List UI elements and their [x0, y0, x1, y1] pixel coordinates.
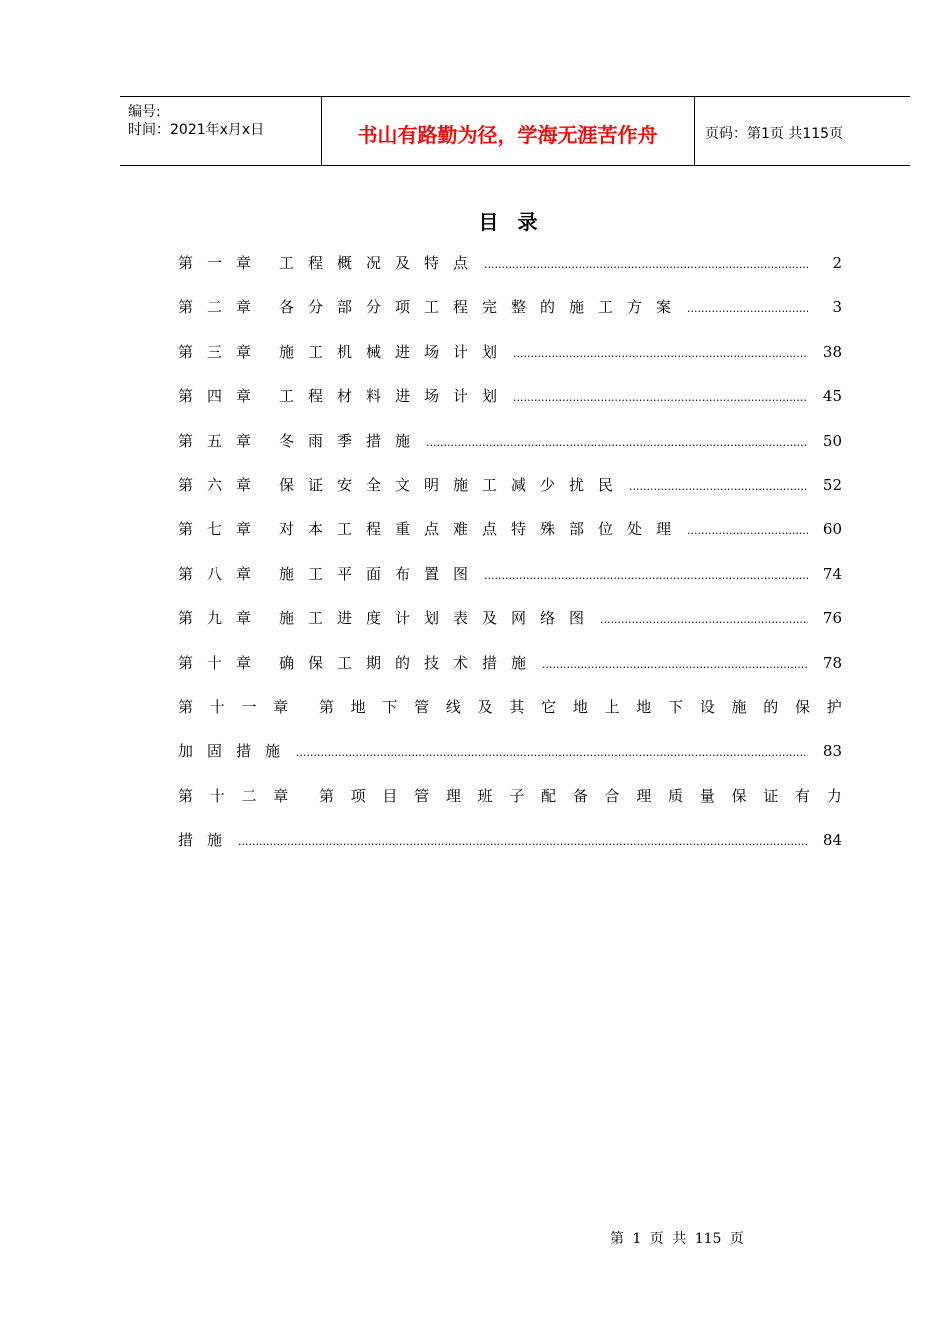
header-right-cell: [695, 97, 910, 165]
toc-page-number: 78: [822, 653, 842, 672]
toc-char: 质: [668, 786, 684, 805]
toc-chapter: 第六章: [178, 475, 266, 494]
toc-char: 保: [731, 786, 747, 805]
toc-char: 一: [241, 697, 257, 716]
toc-char: 下: [668, 697, 684, 716]
toc-chapter: 第七章: [178, 520, 266, 539]
toc-char: 理: [445, 786, 461, 805]
toc-char: 管: [414, 786, 430, 805]
toc-dot-leader: [296, 738, 808, 768]
time-label: 时间：2021年x月x日: [128, 122, 265, 138]
toc-dot-leader: [629, 472, 808, 502]
toc-char: 的: [763, 697, 779, 716]
toc-char: 上: [604, 697, 620, 716]
toc-chapter: 第三章: [178, 342, 266, 361]
toc-chapter: 第五章: [178, 431, 266, 450]
toc-char: 地: [350, 697, 366, 716]
toc-page-number: 76: [822, 609, 842, 628]
toc-entry[interactable]: [178, 337, 842, 381]
toc-char: 力: [826, 786, 842, 805]
toc-page-number: 84: [822, 831, 842, 850]
toc-entry-line1: [178, 692, 842, 736]
toc-char: 护: [826, 697, 842, 716]
toc-chapter: 第二章: [178, 298, 266, 317]
toc-entry[interactable]: [178, 470, 842, 514]
toc-entry[interactable]: [178, 292, 842, 336]
toc-dot-leader: [600, 605, 808, 635]
toc-char: 保: [794, 697, 810, 716]
header-center-cell: [321, 97, 695, 165]
toc-char: 十: [209, 697, 225, 716]
serial-label: 编号:: [128, 104, 161, 120]
toc-entry-wrapped[interactable]: [178, 781, 842, 870]
toc-char: 有: [794, 786, 810, 805]
toc-chapter: 第八章: [178, 564, 266, 583]
toc-entry-line1: [178, 781, 842, 825]
toc-entry-title: 对本工程重点难点特殊部位处理: [279, 520, 686, 539]
header-left-cell: [120, 97, 322, 165]
page-footer: 第 1 页 共 115 页: [610, 1231, 744, 1247]
toc-entry[interactable]: [178, 426, 842, 470]
toc-entry-line2: [178, 736, 842, 780]
toc-entry-title: 施工机械进场计划: [279, 342, 512, 361]
page-header: [120, 96, 910, 166]
toc-chapter: 第四章: [178, 387, 266, 406]
toc-title: 目 录: [478, 210, 544, 234]
toc-entry-title: 加固措施: [178, 742, 295, 761]
toc-entry[interactable]: [178, 248, 842, 292]
toc-entry-title: 工程材料进场计划: [279, 387, 512, 406]
toc-char: 施: [731, 697, 747, 716]
toc-page-number: 60: [822, 520, 842, 539]
toc-dot-leader: [542, 650, 808, 680]
toc-char: 二: [241, 786, 257, 805]
toc-char: 下: [382, 697, 398, 716]
toc-dot-leader: [426, 428, 808, 458]
toc-char: 十: [209, 786, 225, 805]
motto-text: 书山有路勤为径，学海无涯苦作舟: [357, 123, 658, 147]
toc-dot-leader: [513, 339, 808, 369]
toc-entry-title: 施工平面布置图: [279, 564, 483, 583]
toc-dot-leader: [687, 516, 808, 546]
toc-entry[interactable]: [178, 514, 842, 558]
toc-dot-leader: [484, 250, 808, 280]
toc-page-number: 74: [822, 564, 842, 583]
toc-char: 地: [636, 697, 652, 716]
toc-char: 配: [541, 786, 557, 805]
toc-char: 管: [414, 697, 430, 716]
toc-char: 及: [477, 697, 493, 716]
toc-entry-wrapped[interactable]: [178, 692, 842, 781]
toc-char: 证: [763, 786, 779, 805]
toc-char: 章: [273, 786, 289, 805]
toc-entry-title: 工程概况及特点: [279, 254, 483, 272]
toc-entry-title: 各分部分项工程完整的施工方案: [279, 298, 686, 317]
toc-char: 线: [445, 697, 461, 716]
toc-page-number: 52: [822, 475, 842, 494]
toc-char: 目: [382, 786, 398, 805]
toc-chapter: 第九章: [178, 609, 266, 628]
toc-dot-leader: [513, 383, 808, 413]
toc-page-number: 45: [822, 387, 842, 406]
table-of-contents: [178, 248, 842, 869]
toc-dot-leader: [687, 294, 808, 324]
toc-dot-leader: [484, 561, 808, 591]
toc-char: 第: [318, 786, 334, 805]
toc-dot-leader: [238, 827, 808, 857]
toc-char: 备: [572, 786, 588, 805]
toc-char: 子: [509, 786, 525, 805]
toc-char: 合: [604, 786, 620, 805]
toc-page-number: 38: [822, 342, 842, 361]
toc-char: 第: [318, 697, 334, 716]
toc-entry-title: 措施: [178, 831, 237, 850]
toc-char: 章: [273, 697, 289, 716]
toc-entry-title: 冬雨季措施: [279, 431, 425, 450]
toc-entry[interactable]: [178, 603, 842, 647]
toc-chapter: 第一章: [178, 254, 266, 272]
toc-entry[interactable]: [178, 381, 842, 425]
toc-char: 项: [350, 786, 366, 805]
toc-entry[interactable]: [178, 648, 842, 692]
toc-entry-title: 保证安全文明施工减少扰民: [279, 475, 628, 494]
toc-char: 理: [636, 786, 652, 805]
toc-entry-line2: [178, 825, 842, 869]
toc-entry-title: 施工进度计划表及网络图: [279, 609, 599, 628]
toc-char: 第: [178, 697, 194, 716]
toc-page-number: 50: [822, 431, 842, 450]
toc-char: 其: [509, 697, 525, 716]
toc-char: 第: [178, 786, 194, 805]
toc-char: 它: [541, 697, 557, 716]
toc-char: 班: [477, 786, 493, 805]
toc-char: 设: [699, 697, 715, 716]
toc-char: 地: [572, 697, 588, 716]
toc-entry-title: 确保工期的技术措施: [279, 653, 541, 672]
toc-char: 量: [699, 786, 715, 805]
page-info: 页码：第1页 共115页: [705, 126, 844, 142]
toc-chapter: 第十章: [178, 653, 266, 672]
toc-page-number: 3: [832, 298, 842, 317]
toc-page-number: 83: [822, 742, 842, 761]
toc-entry[interactable]: [178, 559, 842, 603]
toc-page-number: 2: [832, 254, 842, 272]
